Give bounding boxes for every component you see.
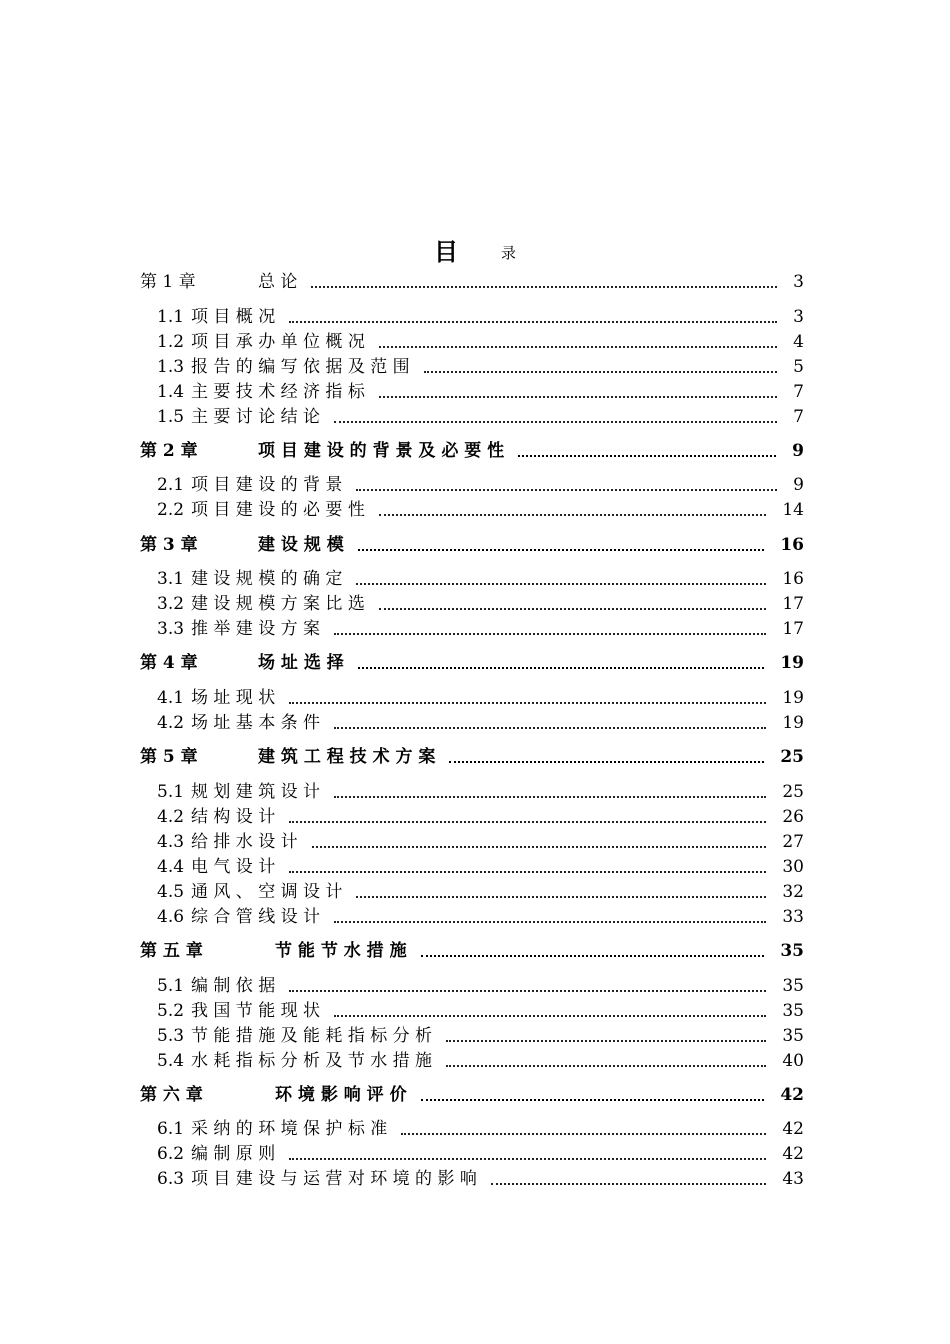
- toc-entry-title: 总 论: [258, 272, 298, 292]
- toc-entry-title: 场 址 基 本 条 件: [191, 713, 321, 733]
- toc-entry-page-number: 35: [780, 941, 804, 961]
- toc-dot-leader: [334, 421, 777, 423]
- toc-entry-page-number: 17: [782, 594, 804, 614]
- toc-entry-title: 项 目 建 设 的 必 要 性: [191, 500, 365, 520]
- toc-entry-title: 推 举 建 设 方 案: [191, 619, 321, 639]
- toc-dot-leader: [334, 1015, 766, 1017]
- toc-dot-leader: [289, 990, 766, 992]
- toc-entry-title: 项 目 建 设 的 背 景: [191, 475, 343, 495]
- toc-entry-page-number: 35: [782, 976, 804, 996]
- toc-dot-leader: [518, 455, 776, 457]
- toc-section-entry[interactable]: [0, 355, 950, 379]
- toc-dot-leader: [401, 1133, 766, 1135]
- toc-entry-page-number: 43: [782, 1169, 804, 1189]
- toc-section-entry[interactable]: [0, 830, 950, 854]
- toc-entry-title: 节 能 措 施 及 能 耗 指 标 分 析: [191, 1026, 433, 1046]
- toc-entry-page-number: 19: [782, 688, 804, 708]
- toc-entry-title: 编 制 依 据: [191, 976, 276, 996]
- toc-entry-title: 水 耗 指 标 分 析 及 节 水 措 施: [191, 1051, 433, 1071]
- toc-entry-number: 5.2: [157, 1001, 185, 1021]
- toc-entry-number: 第 六 章: [140, 1085, 203, 1105]
- toc-dot-leader: [491, 1183, 766, 1185]
- toc-entry-title: 编 制 原 则: [191, 1144, 276, 1164]
- toc-entry-page-number: 7: [793, 407, 804, 427]
- toc-entry-number: 第 5 章: [140, 747, 198, 767]
- toc-section-entry[interactable]: [0, 1024, 950, 1048]
- toc-section-entry[interactable]: [0, 855, 950, 879]
- toc-dot-leader: [334, 727, 766, 729]
- toc-entry-page-number: 35: [782, 1001, 804, 1021]
- toc-dot-leader: [289, 1158, 766, 1160]
- toc-entry-number: 3.1: [157, 569, 185, 589]
- toc-title: [0, 232, 950, 264]
- toc-entry-page-number: 7: [793, 382, 804, 402]
- toc-dot-leader: [358, 667, 764, 669]
- toc-entry-number: 6.2: [157, 1144, 185, 1164]
- toc-entry-number: 4.4: [157, 857, 185, 877]
- toc-entry-title: 环 境 影 响 评 价: [275, 1085, 407, 1105]
- toc-dot-leader: [289, 871, 766, 873]
- toc-chapter-entry[interactable]: [0, 651, 950, 675]
- toc-entry-number: 3.3: [157, 619, 185, 639]
- toc-section-entry[interactable]: [0, 880, 950, 904]
- toc-dot-leader: [311, 286, 777, 288]
- toc-entry-number: 5.4: [157, 1051, 185, 1071]
- toc-dot-leader: [356, 583, 766, 585]
- toc-entry-number: 1.4: [157, 382, 185, 402]
- toc-dot-leader: [446, 1065, 766, 1067]
- toc-entry-page-number: 16: [782, 569, 804, 589]
- toc-dot-leader: [334, 921, 766, 923]
- toc-entry-number: 4.3: [157, 832, 185, 852]
- toc-dot-leader: [446, 1040, 766, 1042]
- toc-dot-leader: [379, 396, 777, 398]
- toc-entry-title: 给 排 水 设 计: [191, 832, 298, 852]
- toc-entry-page-number: 14: [782, 500, 804, 520]
- toc-entry-number: 第 3 章: [140, 535, 198, 555]
- toc-dot-leader: [379, 608, 766, 610]
- toc-entry-title: 我 国 节 能 现 状: [191, 1001, 321, 1021]
- toc-section-entry[interactable]: [0, 380, 950, 404]
- toc-entry-number: 第 4 章: [140, 653, 198, 673]
- toc-section-entry[interactable]: [0, 1049, 950, 1073]
- toc-dot-leader: [379, 346, 777, 348]
- toc-entry-number: 2.1: [157, 475, 185, 495]
- toc-entry-title: 采 纳 的 环 境 保 护 标 准: [191, 1119, 388, 1139]
- toc-chapter-entry[interactable]: [0, 270, 950, 294]
- toc-entry-title: 规 划 建 筑 设 计: [191, 782, 321, 802]
- toc-entry-page-number: 26: [782, 807, 804, 827]
- toc-entry-title: 项 目 建 设 的 背 景 及 必 要 性: [258, 441, 505, 461]
- toc-section-entry[interactable]: [0, 1167, 950, 1191]
- toc-entry-page-number: 30: [782, 857, 804, 877]
- toc-entry-page-number: 33: [782, 907, 804, 927]
- toc-entry-number: 6.1: [157, 1119, 185, 1139]
- toc-entry-title: 建 设 规 模: [258, 535, 344, 555]
- toc-entry-title: 结 构 设 计: [191, 807, 276, 827]
- toc-entry-title: 通 风 、 空 调 设 计: [191, 882, 343, 902]
- toc-dot-leader: [358, 549, 764, 551]
- toc-entry-page-number: 42: [780, 1085, 804, 1105]
- toc-entry-number: 4.2: [157, 713, 185, 733]
- toc-entry-title: 报 告 的 编 写 依 据 及 范 围: [191, 357, 410, 377]
- toc-entry-title: 项 目 承 办 单 位 概 况: [191, 332, 365, 352]
- toc-dot-leader: [356, 896, 766, 898]
- toc-section-entry[interactable]: [0, 330, 950, 354]
- toc-entry-page-number: 3: [793, 307, 804, 327]
- toc-entry-number: 6.3: [157, 1169, 185, 1189]
- toc-entry-page-number: 17: [782, 619, 804, 639]
- toc-dot-leader: [379, 514, 766, 516]
- toc-entry-page-number: 27: [782, 832, 804, 852]
- toc-dot-leader: [289, 702, 766, 704]
- toc-entry-number: 1.2: [157, 332, 185, 352]
- toc-entry-title: 项 目 建 设 与 运 营 对 环 境 的 影 响: [191, 1169, 477, 1189]
- toc-section-entry[interactable]: [0, 686, 950, 710]
- toc-dot-leader: [421, 955, 764, 957]
- toc-entry-page-number: 4: [793, 332, 804, 352]
- toc-entry-title: 场 址 现 状: [191, 688, 276, 708]
- toc-entry-number: 2.2: [157, 500, 185, 520]
- toc-entry-number: 第 2 章: [140, 441, 198, 461]
- toc-section-entry[interactable]: [0, 617, 950, 641]
- toc-dot-leader: [289, 321, 777, 323]
- toc-title-main: 目: [434, 237, 458, 266]
- toc-entry-page-number: 32: [782, 882, 804, 902]
- toc-section-entry[interactable]: [0, 305, 950, 329]
- toc-entry-number: 1.5: [157, 407, 185, 427]
- toc-entry-number: 第 1 章: [140, 272, 196, 292]
- toc-dot-leader: [289, 821, 766, 823]
- toc-chapter-entry[interactable]: [0, 533, 950, 557]
- toc-section-entry[interactable]: [0, 780, 950, 804]
- toc-dot-leader: [421, 1099, 764, 1101]
- toc-chapter-entry[interactable]: [0, 745, 950, 769]
- toc-section-entry[interactable]: [0, 405, 950, 429]
- toc-dot-leader: [312, 846, 766, 848]
- toc-section-entry[interactable]: [0, 1117, 950, 1141]
- toc-chapter-entry[interactable]: [0, 439, 950, 463]
- toc-entry-title: 综 合 管 线 设 计: [191, 907, 321, 927]
- toc-entry-number: 4.5: [157, 882, 185, 902]
- toc-entry-page-number: 25: [782, 782, 804, 802]
- toc-entry-page-number: 16: [780, 535, 804, 555]
- toc-dot-leader: [334, 633, 766, 635]
- toc-entry-page-number: 19: [780, 653, 804, 673]
- toc-chapter-entry[interactable]: [0, 939, 950, 963]
- toc-section-entry[interactable]: [0, 498, 950, 522]
- toc-entry-title: 建 设 规 模 的 确 定: [191, 569, 343, 589]
- toc-entry-number: 4.6: [157, 907, 185, 927]
- toc-section-entry[interactable]: [0, 1142, 950, 1166]
- toc-entry-page-number: 25: [780, 747, 804, 767]
- toc-entry-page-number: 3: [793, 272, 804, 292]
- toc-dot-leader: [334, 796, 766, 798]
- toc-entry-page-number: 42: [782, 1119, 804, 1139]
- toc-entry-page-number: 5: [793, 357, 804, 377]
- toc-entry-number: 5.1: [157, 976, 185, 996]
- toc-entry-number: 1.1: [157, 307, 185, 327]
- toc-entry-title: 主 要 技 术 经 济 指 标: [191, 382, 365, 402]
- toc-entry-title: 建 设 规 模 方 案 比 选: [191, 594, 365, 614]
- toc-entry-page-number: 35: [782, 1026, 804, 1046]
- toc-entry-number: 第 五 章: [140, 941, 203, 961]
- toc-entry-page-number: 40: [782, 1051, 804, 1071]
- toc-entry-page-number: 19: [782, 713, 804, 733]
- toc-title-sub: 录: [501, 244, 517, 262]
- toc-section-entry[interactable]: [0, 592, 950, 616]
- toc-section-entry[interactable]: [0, 567, 950, 591]
- toc-entry-page-number: 9: [793, 475, 804, 495]
- toc-entry-number: 4.2: [157, 807, 185, 827]
- toc-section-entry[interactable]: [0, 999, 950, 1023]
- toc-entry-page-number: 9: [792, 441, 804, 461]
- toc-section-entry[interactable]: [0, 473, 950, 497]
- toc-section-entry[interactable]: [0, 805, 950, 829]
- toc-entry-title: 项 目 概 况: [191, 307, 276, 327]
- toc-entry-title: 节 能 节 水 措 施: [275, 941, 407, 961]
- toc-dot-leader: [449, 761, 764, 763]
- toc-section-entry[interactable]: [0, 711, 950, 735]
- toc-entry-number: 4.1: [157, 688, 185, 708]
- toc-entry-number: 1.3: [157, 357, 185, 377]
- toc-section-entry[interactable]: [0, 974, 950, 998]
- toc-entry-number: 3.2: [157, 594, 185, 614]
- toc-entry-title: 场 址 选 择: [258, 653, 344, 673]
- toc-entry-title: 电 气 设 计: [191, 857, 276, 877]
- toc-entry-page-number: 42: [782, 1144, 804, 1164]
- toc-dot-leader: [356, 489, 777, 491]
- toc-section-entry[interactable]: [0, 905, 950, 929]
- toc-chapter-entry[interactable]: [0, 1083, 950, 1107]
- toc-entry-number: 5.3: [157, 1026, 185, 1046]
- toc-entry-title: 建 筑 工 程 技 术 方 案: [258, 747, 436, 767]
- toc-entry-title: 主 要 讨 论 结 论: [191, 407, 321, 427]
- toc-dot-leader: [424, 371, 777, 373]
- toc-entry-number: 5.1: [157, 782, 185, 802]
